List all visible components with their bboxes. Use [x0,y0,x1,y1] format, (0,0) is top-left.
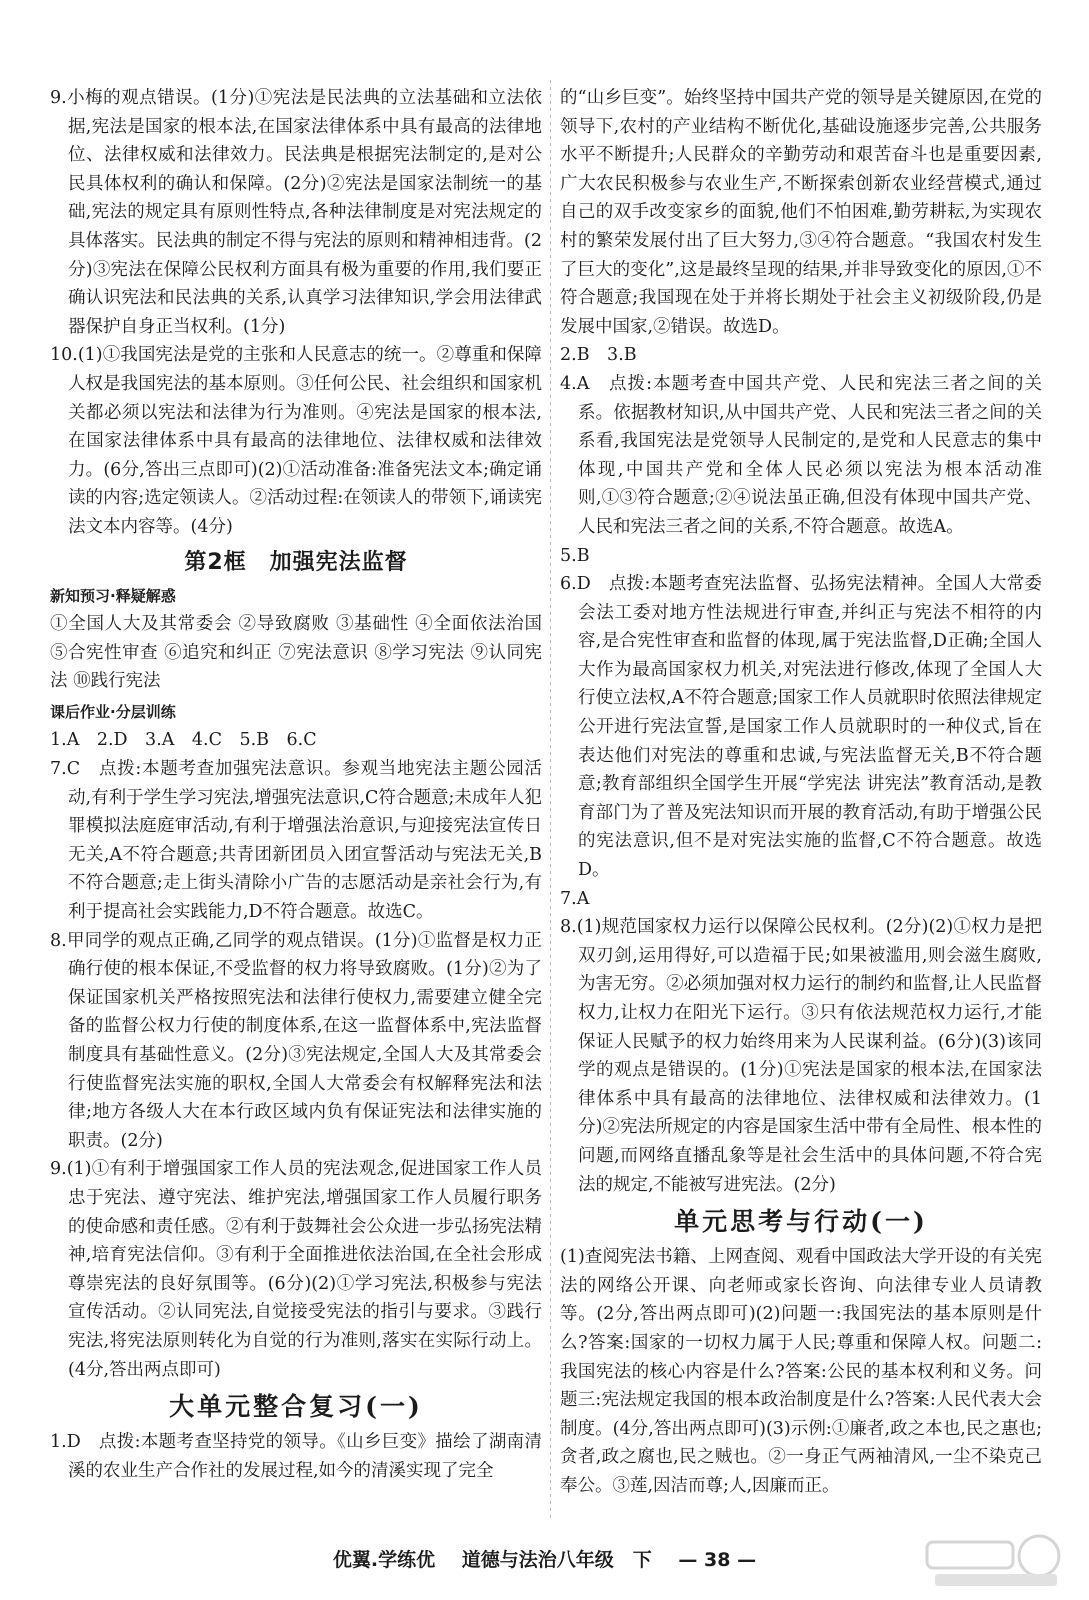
review-answer-q7: 7.A [560,888,590,909]
review-answer-q1: 1.D 点拨:本题考查坚持党的领导。《山乡巨变》描绘了湖南清溪的农业生产合作社的发展过程,如今的清溪实现了完全 [50,1432,542,1481]
footer-subject: 道德与法治八年级 下 [461,1549,652,1571]
footer-page-number: — 38 — [678,1549,757,1571]
watermark-logo-icon [921,1532,1071,1590]
review-answer-q8: 8.(1)规范国家权力运行以保障公民权利。(2分)(2)①权力是把双刃剑,运用得好,可以造福于民;如果被滥用,则会滋生腐败,为害无穷。②必须加强对权力运行的制约和监督,让人民监督权力,让权力在阳光下运行。③只有依法规范权力运行,才能保证人民赋予的权力始终用来为人民谋利益。(6分)(3)该同学的观点是错误的。(1分)①宪法是国家的根本法,在国家法律体系中具有最高的法律地位、法律权威和法律效力。(1分)②宪法所规定的内容是国家生活中带有全局性、根本性的问题,而网络直播乱象等是社会生活中的具体问题,不符合宪法的规定,不能被写进宪法。(2分) [560,917,1042,1195]
left-column [50,84,542,1485]
homework-heading: 课后作业·分层训练 [50,702,176,721]
unit-review-title: 大单元整合复习(一) [169,1392,423,1422]
answer-q10: 10.(1)①我国宪法是党的主张和人民意志的统一。②尊重和保障人权是我国宪法的基本原则。③任何公民、社会组织和国家机关都必须以宪法和法律为行为准则。④宪法是国家的根本法,在国家法律体系中具有最高的法律地位、法律权威和法律效力。(6分,答出三点即可)(2)①活动准备:准备宪法文本;确定诵读的内容;选定领读人。②活动过程:在领读人的带领下,诵读宪法文本内容等。(4分) [50,345,542,537]
review-answer-q6: 6.D 点拨:本题考查宪法监督、弘扬宪法精神。全国人大常委会法工委对地方性法规进行审查,并纠正与宪法不相符的内容,是合宪性审查和监督的体现,属于宪法监督,D正确;全国人大作为最高国家权力机关,对宪法进行修改,体现了全国人大行使立法权,A不符合题意;国家工作人员就职时依照法律规定公开进行宪法宣誓,是国家工作人员就职时的一种仪式,旨在表达他们对宪法的尊重和忠诚,与宪法监督无关,B不符合题意;教育部组织全国学生开展“学宪法 讲宪法”教育活动,是教育部门为了普及宪法知识而开展的教育活动,有助于增强公民的宪法意识,但不是对宪法实施的监督,C不符合题意。故选D。 [560,574,1042,881]
unit-thinking-answers: (1)查阅宪法书籍、上网查阅、观看中国政法大学开设的有关宪法的网络公开课、向老师或家长咨询、向法律专业人员请教等。(2分,答出两点即可)(2)问题一:我国宪法的基本原则是什么?答案:国家的一切权力属于人民;尊重和保障人权。问题二:我国宪法的核心内容是什么?答案:公民的基本权利和义务。问题三:宪法规定我国的根本政治制度是什么?答案:人民代表大会制度。(4分,答出两点即可)(3)示例:①廉者,政之本也,民之惠也;贪者,政之腐也,民之贼也。②一身正气两袖清风,一尘不染克己奉公。③莲,因洁而尊;人,因廉而正。 [560,1247,1042,1496]
review-answer-q5: 5.B [560,545,590,566]
answer-q9-part2: 9.(1)①有利于增强国家工作人员的宪法观念,促进国家工作人员忠于宪法、遵守宪法、维护宪法,增强国家工作人员履行职务的使命感和责任感。②有利于鼓舞社会公众进一步弘扬宪法精神,培育宪法信仰。③有利于全面推进依法治国,在全社会形成尊崇宪法的良好氛围等。(6分)(2)①学习宪法,积极参与宪法宣传活动。②认同宪法,自觉接受宪法的指引与要求。③践行宪法,将宪法原则转化为自觉的行为准则,落实在实际行动上。(4分,答出两点即可) [50,1159,542,1380]
preview-answers: ①全国人大及其常委会 ②导致腐败 ③基础性 ④全面依法治国 ⑤合宪性审查 ⑥追究和纠正 ⑦宪法意识 ⑧学习宪法 ⑨认同宪法 ⑩践行宪法 [50,614,542,692]
review-answer-q1-continued: 的“山乡巨变”。始终坚持中国共产党的领导是关键原因,在党的领导下,农村的产业结构不断优化,基础设施逐步完善,公共服务水平不断提升;人民群众的辛勤劳动和艰苦奋斗也是重要因素,广大农民积极参与农业生产,不断探索创新农业经营模式,通过自己的双手改变家乡的面貌,他们不怕困难,勤劳耕耘,为实现农村的繁荣发展付出了巨大努力,③④符合题意。“我国农村发生了巨大的变化”,这是最终呈现的结果,并非导致变化的原因,①不符合题意;我国现在处于并将长期处于社会主义初级阶段,仍是发展中国家,②错误。故选D。 [560,88,1042,337]
answer-q8: 8.甲同学的观点正确,乙同学的观点错误。(1分)①监督是权力正确行使的根本保证,不受监督的权力将导致腐败。(1分)②为了保证国家机关严格按照宪法和法律行使权力,需要建立健全完备的监督公权力行使的制度体系,在这一监督体系中,宪法监督制度具有基础性意义。(2分)③宪法规定,全国人大及其常委会行使监督宪法实施的职权,全国人大常委会有权解释宪法和法律;地方各级人大在本行政区域内负有保证宪法和法律实施的职责。(2分) [50,930,542,1151]
review-answers-q2-q3: 2.B 3.B [560,345,637,366]
preview-heading: 新知预习·释疑解惑 [50,586,176,605]
unit-thinking-title: 单元思考与行动(一) [674,1207,928,1237]
section-title: 第2框 加强宪法监督 [184,549,408,575]
column-divider [550,80,551,1522]
answer-q7: 7.C 点拨:本题考查加强宪法意识。参观当地宪法主题公园活动,有利于学生学习宪法,增强宪法意识,C符合题意;未成年人犯罪模拟法庭庭审活动,有利于增强法治意识,与迎接宪法宣传日无关,A不符合题意;共青团新团员入团宣誓活动与宪法无关,B不符合题意;走上街头清除小广告的志愿活动是亲社会行为,有利于提高社会实践能力,D不符合题意。故选C。 [50,759,542,923]
footer-brand: 优翼.学练优 [332,1549,436,1571]
right-column [560,84,1042,1501]
multiple-choice-answers: 1.A 2.D 3.A 4.C 5.B 6.C [50,730,317,751]
answer-q9-part1: 9.小梅的观点错误。(1分)①宪法是民法典的立法基础和立法依据,宪法是国家的根本法,在国家法律体系中具有最高的法律地位、法律权威和法律效力。民法典是根据宪法制定的,是对公民具体权利的确认和保障。(2分)②宪法是国家法制统一的基础,宪法的规定具有原则性特点,各种法律制度是对宪法规定的具体落实。民法典的制定不得与宪法的原则和精神相违背。(2分)③宪法在保障公民权利方面具有极为重要的作用,我们要正确认识宪法和民法典的关系,认真学习法律知识,学会用法律武器保护自身正当权利。(1分) [50,88,542,337]
review-answer-q4: 4.A 点拨:本题考查中国共产党、人民和宪法三者之间的关系。依据教材知识,从中国共产党、人民和宪法三者之间的关系看,我国宪法是党领导人民制定的,是党和人民意志的集中体现,中国共产党和全体人民必须以宪法为根本活动准则,①③符合题意;②④说法虽正确,但没有体现中国共产党、人民和宪法三者之间的关系,不符合题意。故选A。 [560,373,1042,537]
